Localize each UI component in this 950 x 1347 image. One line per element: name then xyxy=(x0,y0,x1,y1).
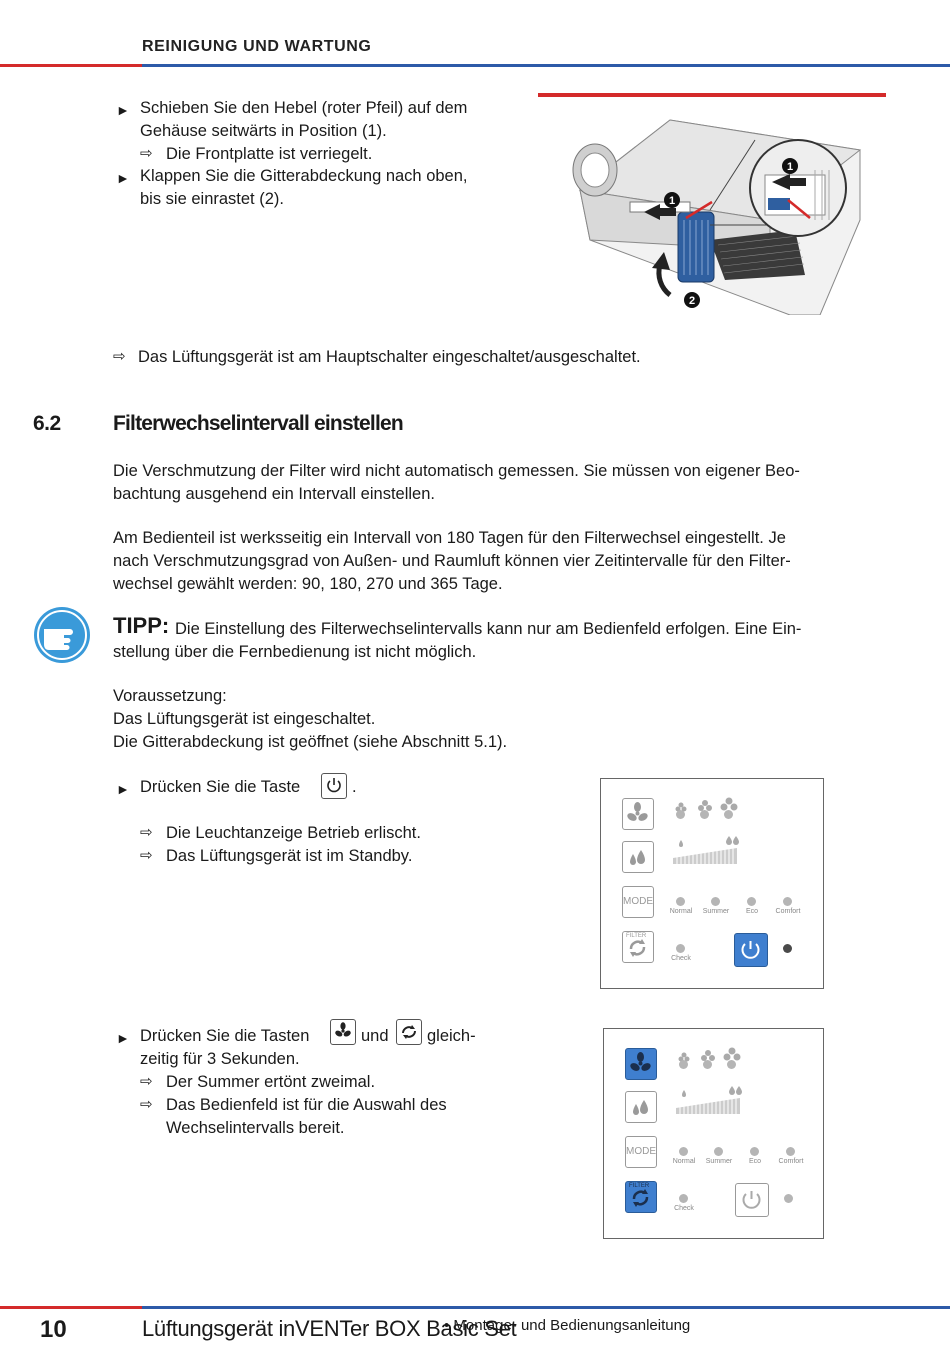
prereq-line3: Die Gitterabdeckung ist geöffnet (siehe Abschnitt 5.1). xyxy=(113,733,508,751)
step4-result2-line1: Das Bedienfeld ist für die Auswahl des xyxy=(166,1096,447,1114)
para2-line3: wechsel gewählt werden: 90, 180, 270 und 365 Tage. xyxy=(113,575,503,593)
power-led xyxy=(783,944,792,953)
humidity-bar-icon xyxy=(676,1084,742,1118)
control-panel-standby xyxy=(600,778,824,989)
mode-label-comfort: Comfort xyxy=(775,908,801,915)
callout-zoom-text: 1 xyxy=(786,161,794,173)
header-rule-blue xyxy=(142,64,950,67)
fan-led-3 xyxy=(727,1060,736,1069)
filter-button-label: FILTER xyxy=(626,933,647,939)
mode-label-summer: Summer xyxy=(705,1158,733,1165)
result-arrow-icon: ⇨ xyxy=(140,145,153,162)
fan-led-3 xyxy=(724,810,733,819)
power-led xyxy=(784,1194,793,1203)
mode-led-comfort xyxy=(783,897,792,906)
filter-check-led xyxy=(679,1194,688,1203)
step4-and: und xyxy=(361,1027,389,1045)
step1-result: Die Frontplatte ist verriegelt. xyxy=(166,145,373,163)
callout-2-text: 2 xyxy=(688,295,696,307)
humidity-button[interactable] xyxy=(625,1091,657,1123)
step-bullet: ► xyxy=(116,170,130,186)
para2-line1: Am Bedienteil ist werksseitig ein Intervall von 180 Tagen für den Filterwechsel eingestellt. Je xyxy=(113,529,786,547)
mode-label-normal: Normal xyxy=(672,1158,696,1165)
mode-led-normal xyxy=(679,1147,688,1156)
device-illustration xyxy=(560,100,890,315)
footer-rule-red xyxy=(0,1306,142,1309)
mode-led-eco xyxy=(747,897,756,906)
result-arrow-icon: ⇨ xyxy=(140,1073,153,1090)
header-rule-red xyxy=(0,64,142,67)
mode-led-summer xyxy=(714,1147,723,1156)
footer-product: Lüftungsgerät inVENTer BOX Basic Set xyxy=(142,1316,517,1341)
filter-button-label: FILTER xyxy=(629,1183,650,1189)
power-button[interactable] xyxy=(734,933,768,967)
result-arrow-icon: ⇨ xyxy=(140,824,153,841)
step3-result2: Das Lüftungsgerät ist im Standby. xyxy=(166,847,413,865)
step-bullet: ► xyxy=(116,1030,130,1046)
power-button[interactable] xyxy=(735,1183,769,1217)
main-result: Das Lüftungsgerät ist am Hauptschalter eingeschaltet/ausgeschaltet. xyxy=(138,348,641,366)
footer-doc-title: • Montage- und Bedienungsanleitung xyxy=(444,1317,691,1334)
page-header-title: REINIGUNG UND WARTUNG xyxy=(142,38,372,55)
prereq-heading: Voraussetzung: xyxy=(113,687,227,705)
mode-led-normal xyxy=(676,897,685,906)
step4-line2: zeitig für 3 Sekunden. xyxy=(140,1050,300,1068)
step4-text-a: Drücken Sie die Tasten xyxy=(140,1027,310,1045)
step1-line2: Gehäuse seitwärts in Position (1). xyxy=(140,122,387,140)
figure-red-bar xyxy=(538,93,886,97)
page-number: 10 xyxy=(40,1316,67,1343)
mode-led-eco xyxy=(750,1147,759,1156)
fan-led-1 xyxy=(676,810,685,819)
step3-result1: Die Leuchtanzeige Betrieb erlischt. xyxy=(166,824,421,842)
result-arrow-icon: ⇨ xyxy=(113,348,126,365)
filter-check-led xyxy=(676,944,685,953)
para2-line2: nach Verschmutzungsgrad von Außen- und Raumluft können vier Zeitintervalle für den Filter- xyxy=(113,552,791,570)
result-arrow-icon: ⇨ xyxy=(140,1096,153,1113)
mode-button[interactable]: MODE xyxy=(625,1136,657,1168)
footer-rule-blue xyxy=(142,1306,950,1309)
step4-result1: Der Summer ertönt zweimal. xyxy=(166,1073,376,1091)
filter-key-icon xyxy=(396,1019,422,1045)
mode-label-eco: Eco xyxy=(745,908,759,915)
fan-key-icon xyxy=(330,1019,356,1045)
tip-label: TIPP: xyxy=(113,613,170,638)
mode-label-normal: Normal xyxy=(669,908,693,915)
fan-button[interactable] xyxy=(625,1048,657,1080)
humidity-button[interactable] xyxy=(622,841,654,873)
step3-text: Drücken Sie die Taste xyxy=(140,778,301,796)
step2-line1: Klappen Sie die Gitterabdeckung nach oben, xyxy=(140,167,468,185)
humidity-bar-icon xyxy=(673,834,739,868)
check-label: Check xyxy=(671,955,691,962)
mode-led-comfort xyxy=(786,1147,795,1156)
fan-led-2 xyxy=(700,810,709,819)
mode-led-summer xyxy=(711,897,720,906)
tip-line1: Die Einstellung des Filterwechselintervalls kann nur am Bedienfeld erfolgen. Eine Ein- xyxy=(175,620,802,638)
check-label: Check xyxy=(674,1205,694,1212)
mode-button[interactable]: MODE xyxy=(622,886,654,918)
step-bullet: ► xyxy=(116,102,130,118)
control-panel-select xyxy=(603,1028,824,1239)
tip-line2: stellung über die Fernbedienung ist nicht möglich. xyxy=(113,643,477,661)
result-arrow-icon: ⇨ xyxy=(140,847,153,864)
step2-line2: bis sie einrastet (2). xyxy=(140,190,284,208)
filter-button[interactable] xyxy=(622,931,654,963)
step4-text-b: gleich- xyxy=(427,1027,476,1045)
fan-button[interactable] xyxy=(622,798,654,830)
prereq-line2: Das Lüftungsgerät ist eingeschaltet. xyxy=(113,710,376,728)
section-number: 6.2 xyxy=(33,412,61,435)
callout-1-text: 1 xyxy=(668,195,676,207)
filter-button[interactable] xyxy=(625,1181,657,1213)
step4-result2-line2: Wechselintervalls bereit. xyxy=(166,1119,345,1137)
step3-period: . xyxy=(352,778,357,796)
step-bullet: ► xyxy=(116,781,130,797)
mode-label-comfort: Comfort xyxy=(778,1158,804,1165)
pointing-hand-icon xyxy=(32,605,92,665)
para1-line1: Die Verschmutzung der Filter wird nicht automatisch gemessen. Sie müssen von eigener Beo- xyxy=(113,462,800,480)
fan-led-1 xyxy=(679,1060,688,1069)
section-title: Filterwechselintervall einstellen xyxy=(113,412,403,435)
mode-label-summer: Summer xyxy=(702,908,730,915)
power-key-icon xyxy=(321,773,347,799)
mode-label-eco: Eco xyxy=(748,1158,762,1165)
fan-led-2 xyxy=(703,1060,712,1069)
para1-line2: bachtung ausgehend ein Intervall einstellen. xyxy=(113,485,435,503)
step1-line1: Schieben Sie den Hebel (roter Pfeil) auf dem xyxy=(140,99,468,117)
